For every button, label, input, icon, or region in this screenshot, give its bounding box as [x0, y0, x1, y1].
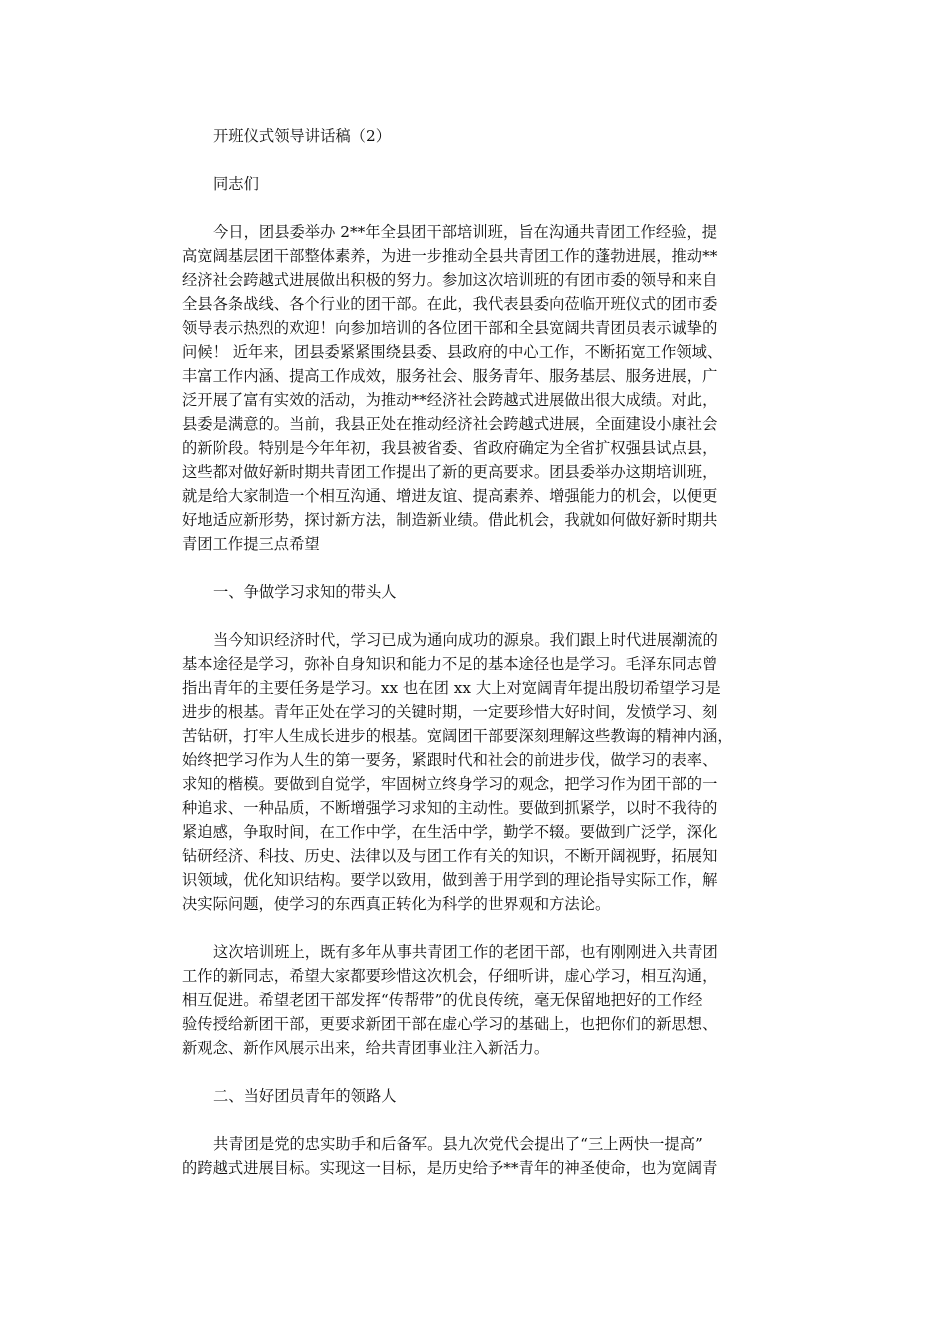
- paragraph-line: 青团工作提三点希望: [182, 535, 320, 553]
- paragraph-line: 县委是满意的。当前，我县正处在推动经济社会跨越式进展，全面建设小康社会: [182, 415, 718, 433]
- paragraph-line: 进步的根基。青年正处在学习的关键时期，一定要珍惜大好时间，发愤学习、刻: [182, 703, 718, 721]
- paragraph-line: 种追求、一种品质，不断增强学习求知的主动性。要做到抓紧学，以时不我待的: [182, 799, 718, 817]
- body-paragraph: [182, 220, 770, 556]
- paragraph-line: 指出青年的主要任务是学习。xx 也在团 xx 大上对宽阔青年提出殷切希望学习是: [182, 679, 721, 697]
- salutation: 同志们: [213, 175, 259, 193]
- paragraph-list: [182, 220, 770, 1180]
- paragraph-line: 今日，团县委举办 2**年全县团干部培训班，旨在沟通共青团工作经验，提: [213, 223, 718, 241]
- paragraph-line: 钻研经济、科技、历史、法律以及与团工作有关的知识，不断开阔视野，拓展知: [182, 847, 718, 865]
- paragraph-line: 好地适应新形势，探讨新方法，制造新业绩。借此机会，我就如何做好新时期共: [182, 511, 718, 529]
- paragraph-line: 共青团是党的忠实助手和后备军。县九次党代会提出了“三上两快一提高”: [213, 1135, 703, 1153]
- body-paragraph: [182, 628, 770, 916]
- paragraph-line: 的跨越式进展目标。实现这一目标，是历史给予**青年的神圣使命，也为宽阔青: [182, 1159, 718, 1177]
- paragraph-line: 问候！ 近年来，团县委紧紧围绕县委、县政府的中心工作，不断拓宽工作领域、: [182, 343, 723, 361]
- paragraph-line: 的新阶段。特别是今年年初，我县被省委、省政府确定为全省扩权强县试点县，: [182, 439, 718, 457]
- body-paragraph: [182, 940, 770, 1060]
- section-heading: 一、争做学习求知的带头人: [213, 583, 397, 601]
- paragraph-line: 验传授给新团干部，更要求新团干部在虚心学习的基础上，也把你们的新思想、: [182, 1015, 718, 1033]
- paragraph-line: 泛开展了富有实效的活动，为推动**经济社会跨越式进展做出很大成绩。对此，: [182, 391, 718, 409]
- paragraph-line: 工作的新同志，希望大家都要珍惜这次机会，仔细听讲，虚心学习，相互沟通，: [182, 967, 718, 985]
- section-heading: 二、当好团员青年的领路人: [213, 1087, 397, 1105]
- document-body: [182, 124, 770, 1180]
- paragraph-line: 识领域，优化知识结构。要学以致用，做到善于用学到的理论指导实际工作，解: [182, 871, 718, 889]
- body-paragraph: [182, 1132, 770, 1180]
- document-title: 开班仪式领导讲话稿（2）: [213, 127, 391, 145]
- paragraph-line: 求知的楷模。要做到自觉学，牢固树立终身学习的观念，把学习作为团干部的一: [182, 775, 718, 793]
- paragraph-line: 这次培训班上，既有多年从事共青团工作的老团干部，也有刚刚进入共青团: [213, 943, 718, 961]
- paragraph-line: 新观念、新作风展示出来，给共青团事业注入新活力。: [182, 1039, 550, 1057]
- paragraph-line: 经济社会跨越式进展做出积极的努力。参加这次培训班的有团市委的领导和来自: [182, 271, 718, 289]
- paragraph-line: 决实际问题，使学习的东西真正转化为科学的世界观和方法论。: [182, 895, 611, 913]
- paragraph-line: 全县各条战线、各个行业的团干部。在此，我代表县委向莅临开班仪式的团市委: [182, 295, 718, 313]
- paragraph-line: 紧迫感，争取时间，在工作中学，在生活中学，勤学不辍。要做到广泛学，深化: [182, 823, 718, 841]
- paragraph-line: 就是给大家制造一个相互沟通、增进友谊、提高素养、增强能力的机会，以便更: [182, 487, 718, 505]
- paragraph-line: 始终把学习作为人生的第一要务，紧跟时代和社会的前进步伐，做学习的表率、: [182, 751, 718, 769]
- paragraph-line: 丰富工作内涵、提高工作成效，服务社会、服务青年、服务基层、服务进展，广: [182, 367, 718, 385]
- paragraph-line: 领导表示热烈的欢迎！向参加培训的各位团干部和全县宽阔共青团员表示诚挚的: [182, 319, 718, 337]
- paragraph-line: 高宽阔基层团干部整体素养，为进一步推动全县共青团工作的蓬勃进展，推动**: [182, 247, 718, 265]
- paragraph-line: 相互促进。希望老团干部发挥“传帮带”的优良传统，毫无保留地把好的工作经: [182, 991, 703, 1009]
- paragraph-line: 基本途径是学习，弥补自身知识和能力不足的基本途径也是学习。毛泽东同志曾: [182, 655, 718, 673]
- paragraph-line: 当今知识经济时代，学习已成为通向成功的源泉。我们跟上时代进展潮流的: [213, 631, 718, 649]
- paragraph-line: 这些都对做好新时期共青团工作提出了新的更高要求。团县委举办这期培训班，: [182, 463, 718, 481]
- paragraph-line: 苦钻研，打牢人生成长进步的根基。宽阔团干部要深刻理解这些教诲的精神内涵，: [182, 727, 733, 745]
